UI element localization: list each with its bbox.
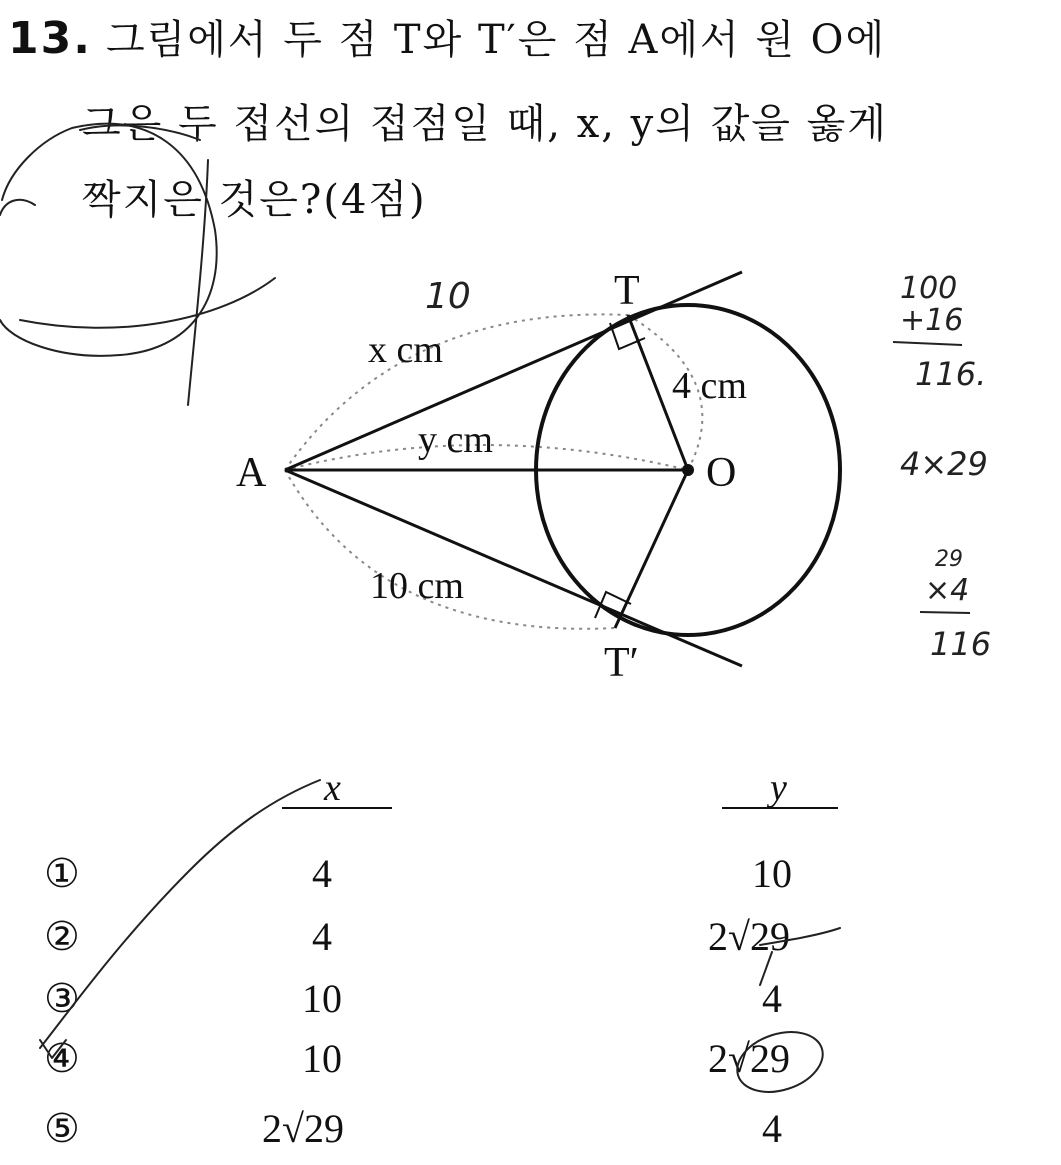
choice-x-3: 10 xyxy=(302,976,342,1021)
label-point-a: A xyxy=(236,450,267,496)
handwritten-calc1-line xyxy=(893,342,962,345)
question-number: 13. xyxy=(8,13,92,64)
handwritten-check-stroke xyxy=(40,780,320,1048)
label-radius: 4 cm xyxy=(672,365,747,407)
choice-y-4: 2√29 xyxy=(708,1036,790,1081)
choice-marker-3: ③ xyxy=(44,976,80,1021)
choices-header-y: y xyxy=(770,767,787,809)
choice-y-1: 10 xyxy=(752,851,792,896)
choice-marker-5: ⑤ xyxy=(44,1106,80,1151)
choice-row-1[interactable] xyxy=(44,851,792,896)
question-text-1: 그림에서 두 점 T와 T′은 점 A에서 원 O에 xyxy=(105,17,887,63)
handwritten-calc1-result: 116. xyxy=(915,355,987,393)
choice-row-4[interactable] xyxy=(44,1036,790,1081)
choice-row-5[interactable] xyxy=(44,1106,782,1151)
choice-x-2: 4 xyxy=(312,914,332,959)
choice-y-5: 4 xyxy=(762,1106,782,1151)
choice-y-2: 2√29 xyxy=(708,914,790,959)
choice-marker-1: ① xyxy=(44,851,80,896)
handwritten-calc3-mid: ×4 xyxy=(925,573,970,608)
choice-x-1: 4 xyxy=(312,851,332,896)
question-text-3: 짝지은 것은?(4점) xyxy=(82,177,427,223)
choice-x-4: 10 xyxy=(302,1036,342,1081)
choice-row-2[interactable] xyxy=(44,914,790,959)
choice-marker-4: ④ xyxy=(44,1036,80,1081)
handwritten-calc1-mid: +16 xyxy=(900,303,964,338)
handwritten-calc3-line xyxy=(920,612,970,613)
label-point-t: T xyxy=(614,268,640,314)
label-x-cm: x cm xyxy=(368,329,443,371)
handwritten-calc3-top: 29 xyxy=(935,547,963,572)
handwritten-10: 10 xyxy=(425,276,471,317)
choice-marker-2: ② xyxy=(44,914,80,959)
label-point-t-prime: T′ xyxy=(604,640,639,686)
label-point-o: O xyxy=(706,450,737,496)
center-point-o xyxy=(682,464,694,476)
label-y-cm: y cm xyxy=(418,419,493,461)
radius-ot-prime xyxy=(615,470,688,628)
handwritten-calc2: 4×29 xyxy=(900,445,988,483)
choice-x-5: 2√29 xyxy=(262,1106,344,1151)
question-text-2: 그은 두 접선의 접점일 때, x, y의 값을 옳게 xyxy=(82,101,888,147)
choices-header-x: x xyxy=(324,767,341,809)
choice-y-3: 4 xyxy=(762,976,782,1021)
handwritten-loop xyxy=(0,124,275,405)
handwritten-calc3-result: 116 xyxy=(930,625,992,663)
handwritten-calc1-top: 100 xyxy=(900,271,958,306)
label-at-prime-length: 10 cm xyxy=(370,565,464,607)
choice-row-3[interactable] xyxy=(44,976,782,1021)
